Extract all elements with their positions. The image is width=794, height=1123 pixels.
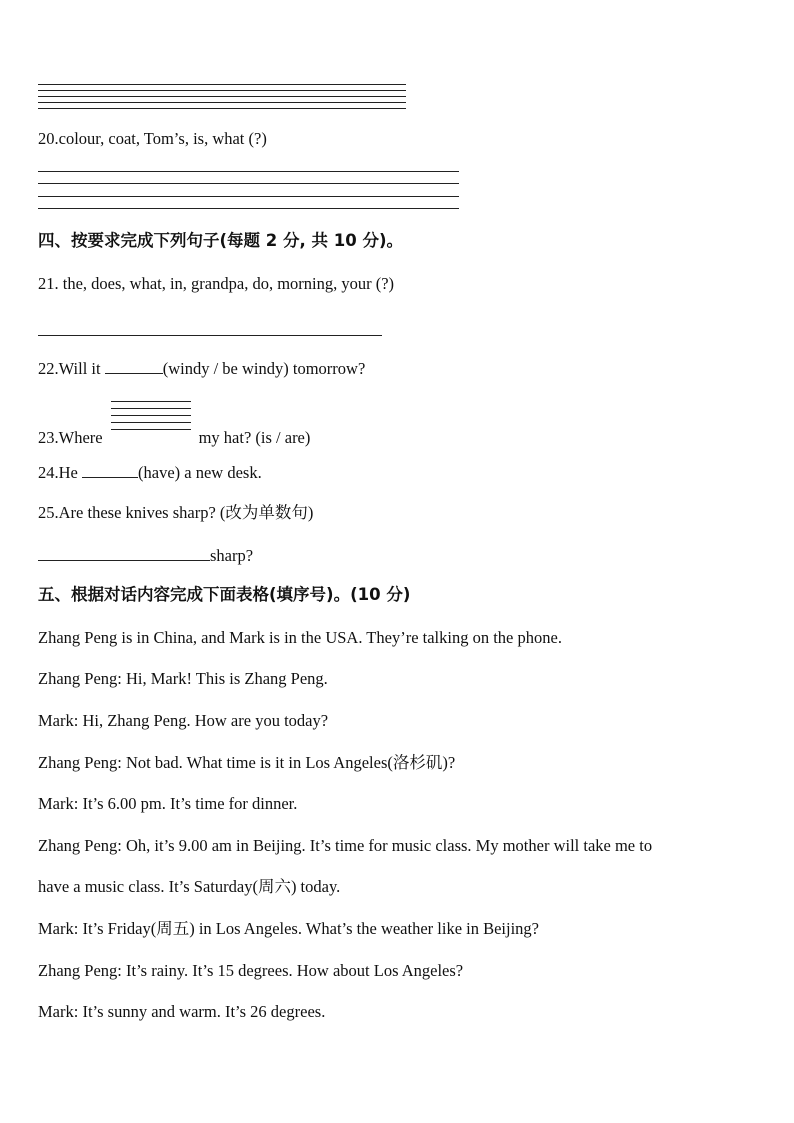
question-22 [38,358,365,379]
dialogue-line: Zhang Peng is in China, and Mark is in the USA. They’re talking on the phone. [38,628,562,647]
answer-blank-q25[interactable] [38,545,210,561]
question-25-answer [38,545,253,566]
section-4-heading: 四、按要求完成下列句子(每题 2 分, 共 10 分)。 [38,231,404,250]
question-23 [38,419,310,449]
dialogue-line: Zhang Peng: Hi, Mark! This is Zhang Peng. [38,669,328,688]
section-5-heading: 五、根据对话内容完成下面表格(填序号)。(10 分) [38,585,411,604]
dialogue-line: Mark: It’s 6.00 pm. It’s time for dinner. [38,794,298,813]
question-23-prefix: 23.Where [38,428,103,447]
dialogue-line: Mark: Hi, Zhang Peng. How are you today? [38,711,329,730]
dialogue-line: Mark: It’s Friday(周五) in Los Angeles. What’s the weather like in Beijing? [38,919,540,938]
question-24 [38,462,262,483]
answer-blank-q24[interactable] [82,462,138,478]
answer-blank-q22[interactable] [105,358,163,374]
answer-blank-q23[interactable] [111,419,191,449]
dialogue-line: Mark: It’s sunny and warm. It’s 26 degrees. [38,1002,326,1021]
answer-line [38,183,459,184]
answer-line [38,102,406,103]
dialogue-line: Zhang Peng: It’s rainy. It’s 15 degrees. How about Los Angeles? [38,961,464,980]
question-23-suffix: my hat? (is / are) [198,428,311,447]
question-25-answer-suffix: sharp? [210,546,254,565]
dialogue-line: Zhang Peng: Not bad. What time is it in Los Angeles(洛杉矶)? [38,753,456,772]
question-25: 25.Are these knives sharp? (改为单数句) [38,503,314,522]
answer-line [38,108,406,109]
question-20: 20.colour, coat, Tom’s, is, what (?) [38,129,267,148]
answer-line [38,196,459,197]
question-22-prefix: 22.Will it [38,359,105,378]
answer-line [38,90,406,91]
answer-line [38,84,406,85]
question-24-suffix: (have) a new desk. [138,463,262,482]
dialogue-line: Zhang Peng: Oh, it’s 9.00 am in Beijing. It’s time for music class. My mother will take me to [38,836,653,855]
answer-line-q21[interactable] [38,335,382,336]
dialogue-line: have a music class. It’s Saturday(周六) today. [38,877,341,896]
answer-line [38,96,406,97]
question-22-suffix: (windy / be windy) tomorrow? [162,359,366,378]
question-24-prefix: 24.He [38,463,82,482]
question-21: 21. the, does, what, in, grandpa, do, morning, your (?) [38,274,395,293]
answer-line [38,171,459,172]
answer-line [38,208,459,209]
